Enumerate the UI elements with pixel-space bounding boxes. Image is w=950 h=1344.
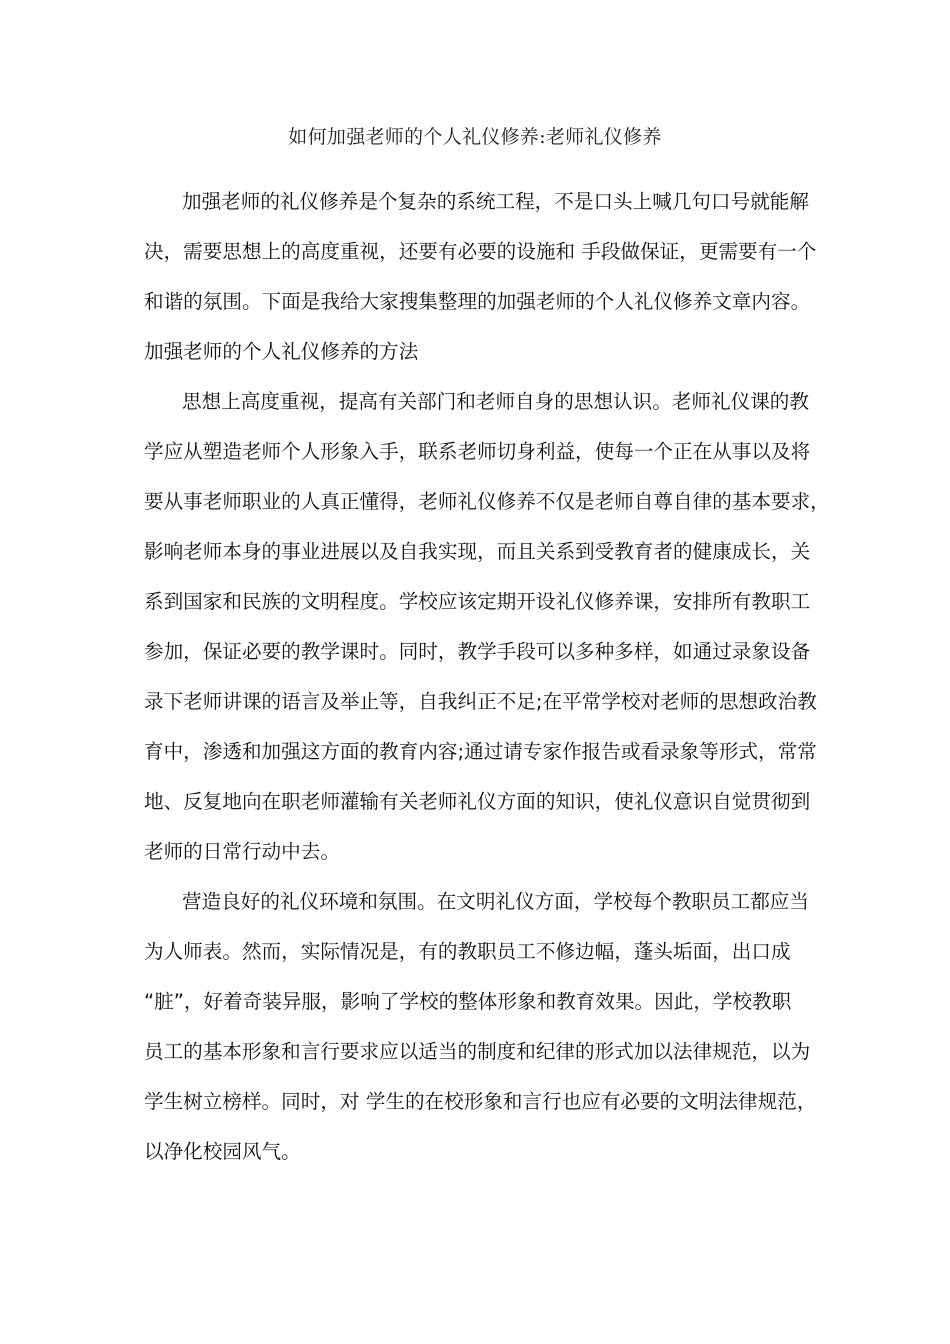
paragraph-3-line-5: 学生树立榜样。同时，对 学生的在校形象和言行也应有必要的文明法律规范， [144,1090,817,1113]
paragraph-2-line-2: 学应从塑造老师个人形象入手，联系老师切身利益，使每一个正在从事以及将 [144,440,811,463]
paragraph-1-line-1: 加强老师的礼仪修养是个复杂的系统工程，不是口头上喊几句口号就能解 [182,190,809,213]
paragraph-2-line-4: 影响老师本身的事业进展以及自我实现，而且关系到受教育者的健康成长，关 [144,540,811,563]
paragraph-1-line-2: 决，需要思想上的高度重视，还要有必要的设施和 手段做保证，更需要有一个 [144,240,817,263]
paragraph-2-line-8: 育中，渗透和加强这方面的教育内容;通过请专家作报告或看录象等形式，常常 [144,740,817,763]
paragraph-2-line-10: 老师的日常行动中去。 [144,840,340,863]
paragraph-3-line-1: 营造良好的礼仪环境和氛围。在文明礼仪方面，学校每个教职员工都应当 [182,890,809,913]
paragraph-1-line-3: 和谐的氛围。下面是我给大家搜集整理的加强老师的个人礼仪修养文章内容。 [144,290,811,313]
paragraph-3-line-6: 以净化校园风气。 [144,1140,301,1163]
document-title: 如何加强老师的个人礼仪修养:老师礼仪修养 [288,126,662,148]
paragraph-2-line-1: 思想上高度重视，提高有关部门和老师自身的思想认识。老师礼仪课的教 [182,390,809,413]
paragraph-2-line-7: 录下老师讲课的语言及举止等，自我纠正不足;在平常学校对老师的思想政治教 [144,690,817,713]
section-heading: 加强老师的个人礼仪修养的方法 [144,340,419,363]
paragraph-2-line-6: 参加，保证必要的教学课时。同时，教学手段可以多种多样，如通过录象设备 [144,640,811,663]
paragraph-2-line-3: 要从事老师职业的人真正懂得，老师礼仪修养不仅是老师自尊自律的基本要求， [144,490,830,513]
paragraph-2-line-9: 地、反复地向在职老师灌输有关老师礼仪方面的知识，使礼仪意识自觉贯彻到 [144,790,811,813]
paragraph-3-line-4: 员工的基本形象和言行要求应以适当的制度和纪律的形式加以法律规范，以为 [144,1040,811,1063]
paragraph-2-line-5: 系到国家和民族的文明程度。学校应该定期开设礼仪修养课，安排所有教职工 [144,590,811,613]
paragraph-3-line-3: “脏”，好着奇装异服，影响了学校的整体形象和教育效果。因此，学校教职 [144,990,792,1013]
paragraph-3-line-2: 为人师表。然而，实际情况是，有的教职员工不修边幅，蓬头垢面，出口成 [144,940,791,963]
